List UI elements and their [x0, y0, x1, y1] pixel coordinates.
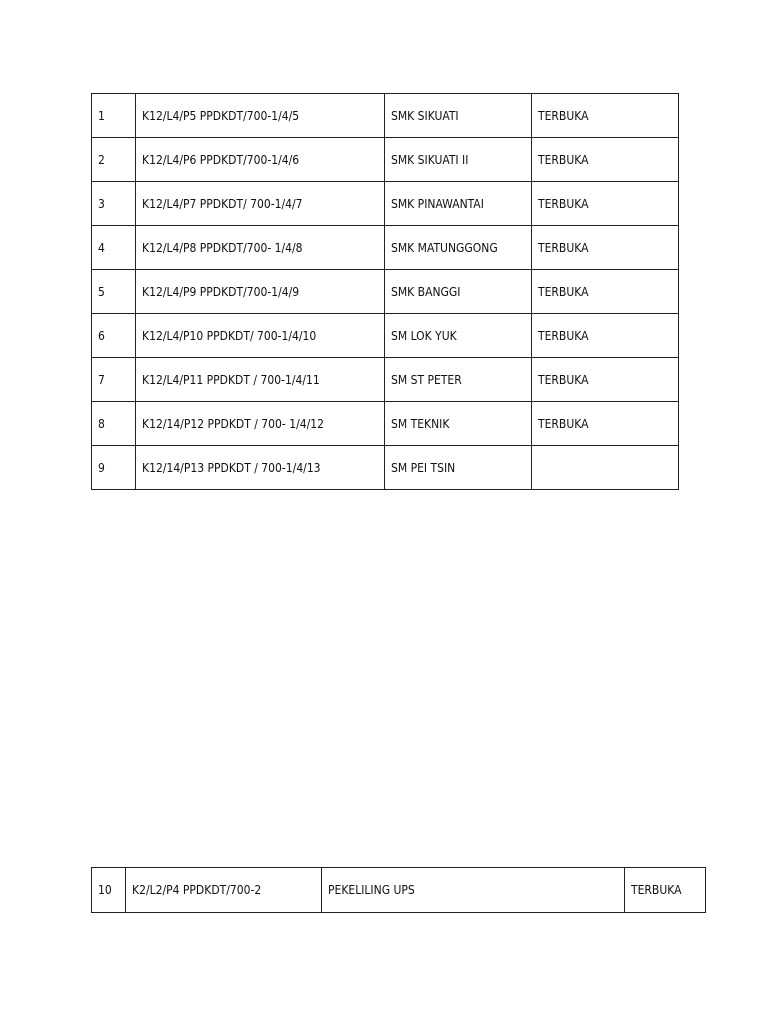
- school-name: SMK PINAWANTAI: [385, 182, 532, 226]
- file-reference: K2/L2/P4 PPDKDT/700-2: [126, 868, 322, 913]
- file-reference: K12/14/P12 PPDKDT / 700- 1/4/12: [136, 402, 385, 446]
- table-row: [92, 868, 706, 913]
- table-row: [92, 314, 679, 358]
- row-number: 10: [92, 868, 126, 913]
- file-status: TERBUKA: [532, 226, 679, 270]
- table-row: [92, 446, 679, 490]
- file-reference: K12/L4/P11 PPDKDT / 700-1/4/11: [136, 358, 385, 402]
- file-reference: K12/L4/P5 PPDKDT/700-1/4/5: [136, 94, 385, 138]
- file-reference: K12/L4/P7 PPDKDT/ 700-1/4/7: [136, 182, 385, 226]
- file-status: TERBUKA: [532, 182, 679, 226]
- file-status: TERBUKA: [532, 402, 679, 446]
- row-number: 3: [92, 182, 136, 226]
- file-status: TERBUKA: [532, 94, 679, 138]
- row-number: 1: [92, 94, 136, 138]
- school-name: SM TEKNIK: [385, 402, 532, 446]
- row-number: 6: [92, 314, 136, 358]
- table-row: [92, 182, 679, 226]
- table-row: [92, 138, 679, 182]
- row-number: 8: [92, 402, 136, 446]
- school-name: SM PEI TSIN: [385, 446, 532, 490]
- file-status: TERBUKA: [532, 314, 679, 358]
- file-status: TERBUKA: [532, 138, 679, 182]
- file-status: TERBUKA: [532, 358, 679, 402]
- table-row: [92, 358, 679, 402]
- table-row: [92, 94, 679, 138]
- file-reference: K12/L4/P8 PPDKDT/700- 1/4/8: [136, 226, 385, 270]
- row-number: 7: [92, 358, 136, 402]
- row-number: 5: [92, 270, 136, 314]
- school-name: SM ST PETER: [385, 358, 532, 402]
- school-name: SMK SIKUATI II: [385, 138, 532, 182]
- table-row: [92, 402, 679, 446]
- file-status: TERBUKA: [532, 270, 679, 314]
- row-number: 9: [92, 446, 136, 490]
- school-name: SM LOK YUK: [385, 314, 532, 358]
- file-reference: K12/L4/P6 PPDKDT/700-1/4/6: [136, 138, 385, 182]
- school-name: SMK SIKUATI: [385, 94, 532, 138]
- file-status: [532, 446, 679, 490]
- row-number: 2: [92, 138, 136, 182]
- school-name: SMK BANGGI: [385, 270, 532, 314]
- table-row: [92, 270, 679, 314]
- document-name: PEKELILING UPS: [322, 868, 625, 913]
- table-row: [92, 226, 679, 270]
- file-status: TERBUKA: [625, 868, 706, 913]
- file-reference: K12/L4/P9 PPDKDT/700-1/4/9: [136, 270, 385, 314]
- file-reference: K12/14/P13 PPDKDT / 700-1/4/13: [136, 446, 385, 490]
- file-reference: K12/L4/P10 PPDKDT/ 700-1/4/10: [136, 314, 385, 358]
- circular-register-table: [91, 867, 706, 913]
- school-name: SMK MATUNGGONG: [385, 226, 532, 270]
- file-register-table: [91, 93, 679, 490]
- row-number: 4: [92, 226, 136, 270]
